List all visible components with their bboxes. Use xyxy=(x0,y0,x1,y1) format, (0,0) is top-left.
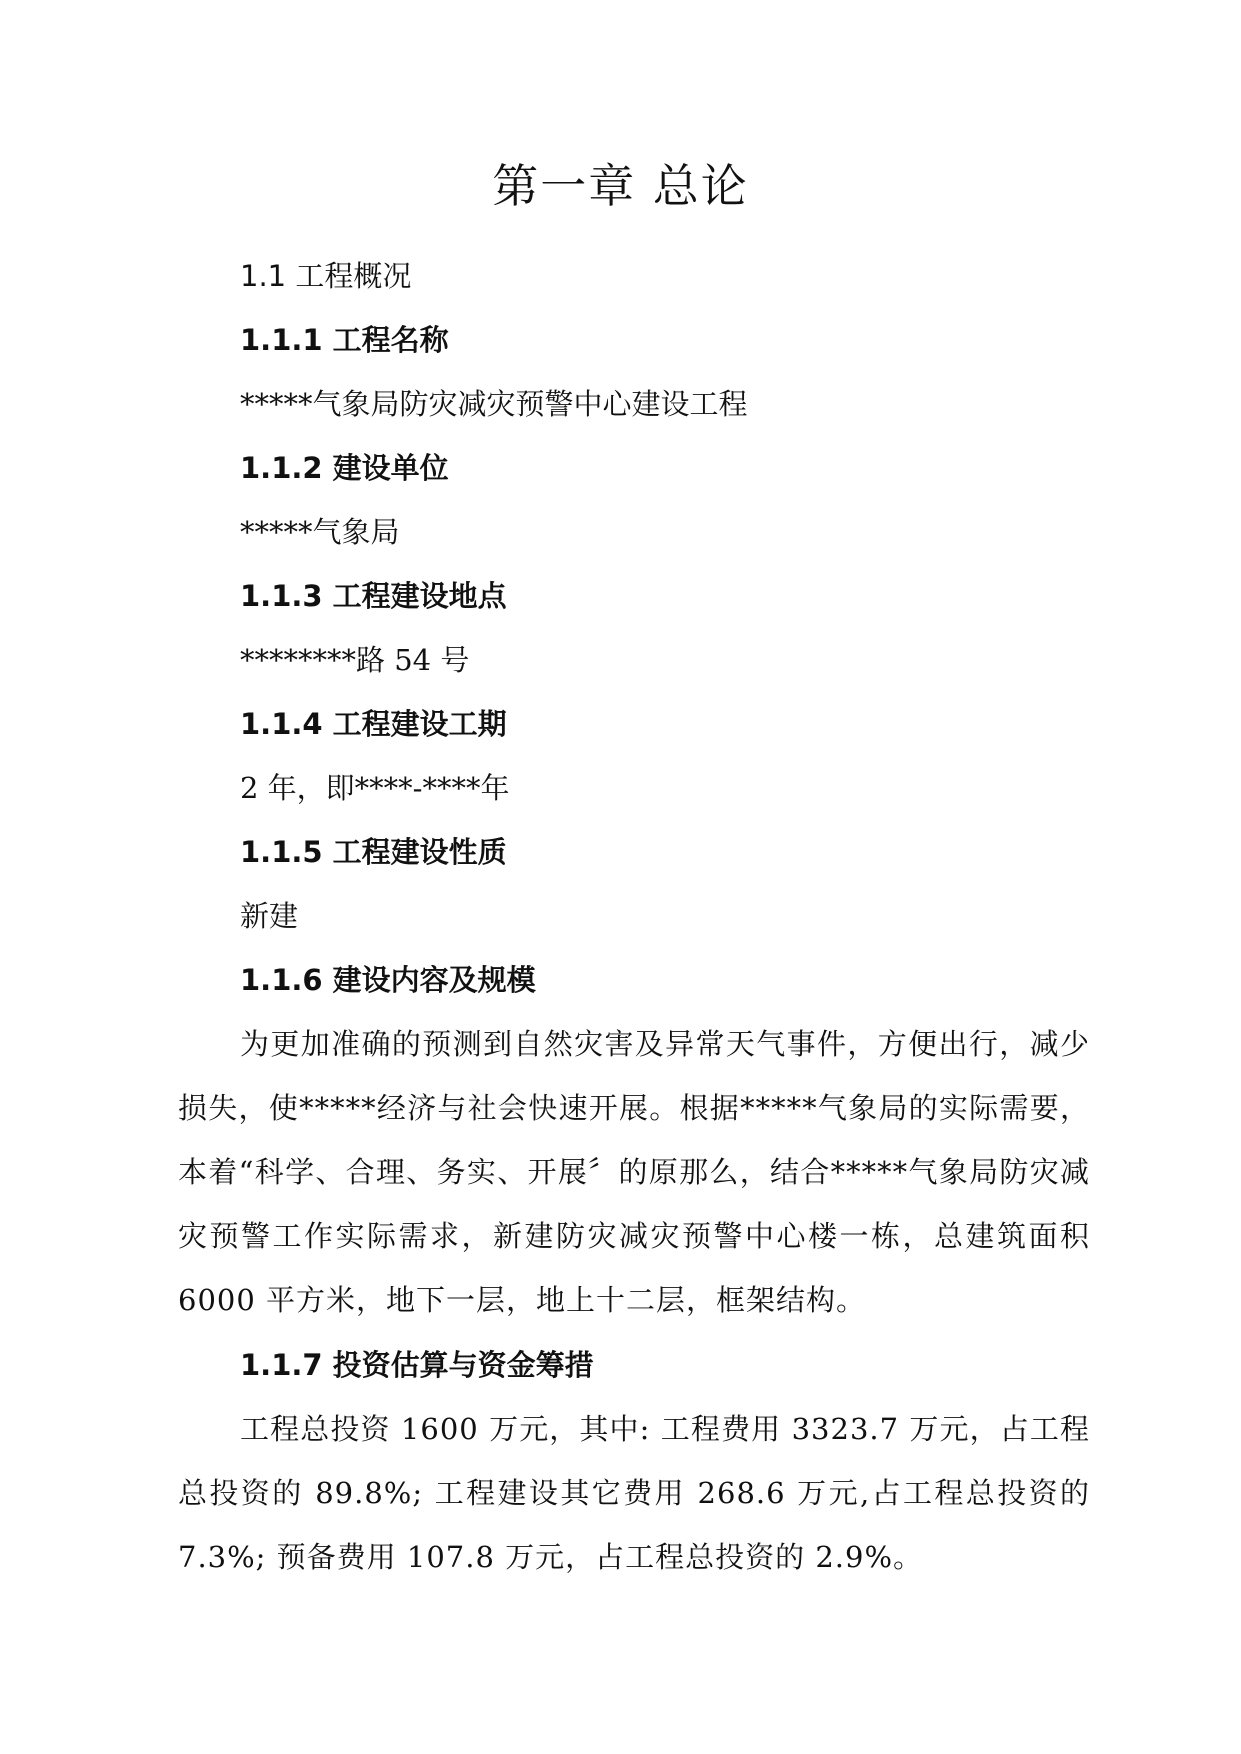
heading-construction-period: 1.1.4 工程建设工期 xyxy=(240,707,507,741)
value-construction-location: ********路 54 号 xyxy=(240,643,470,677)
value-project-name: *****气象局防灾减灾预警中心建设工程 xyxy=(240,387,748,421)
value-construction-nature: 新建 xyxy=(240,899,299,933)
section-heading-1-1: 1.1 工程概况 xyxy=(240,259,412,293)
paragraph-investment: 工程总投资 1600 万元，其中: 工程费用 3323.7 万元，占工程总投资的 89.8%; 工程建设其它费用 268.6 万元,占工程总投资的 7.3%; 预备费用 107.8 万元，占工程总投资的 2.9%。 xyxy=(178,1412,1090,1574)
heading-construction-nature: 1.1.5 工程建设性质 xyxy=(240,835,507,869)
heading-construction-unit: 1.1.2 建设单位 xyxy=(240,451,449,485)
paragraph-construction-scope: 为更加准确的预测到自然灾害及异常天气事件，方便出行，减少损失，使*****经济与社会快速开展。根据*****气象局的实际需要，本着“科学、合理、务实、开展〞的原那么，结合*****气象局防灾减灾预警工作实际需求，新建防灾减灾预警中心楼一栋，总建筑面积 6000 平方米，地下一层，地上十二层，框架结构。 xyxy=(178,1027,1090,1317)
chapter-title: 第一章 总论 xyxy=(492,159,749,213)
heading-construction-location: 1.1.3 工程建设地点 xyxy=(240,579,507,613)
heading-project-name: 1.1.1 工程名称 xyxy=(240,323,449,357)
value-construction-period: 2 年，即****-****年 xyxy=(240,771,510,805)
heading-investment: 1.1.7 投资估算与资金筹措 xyxy=(240,1348,594,1382)
value-construction-unit: *****气象局 xyxy=(240,515,400,549)
heading-construction-scope: 1.1.6 建设内容及规模 xyxy=(240,963,536,997)
